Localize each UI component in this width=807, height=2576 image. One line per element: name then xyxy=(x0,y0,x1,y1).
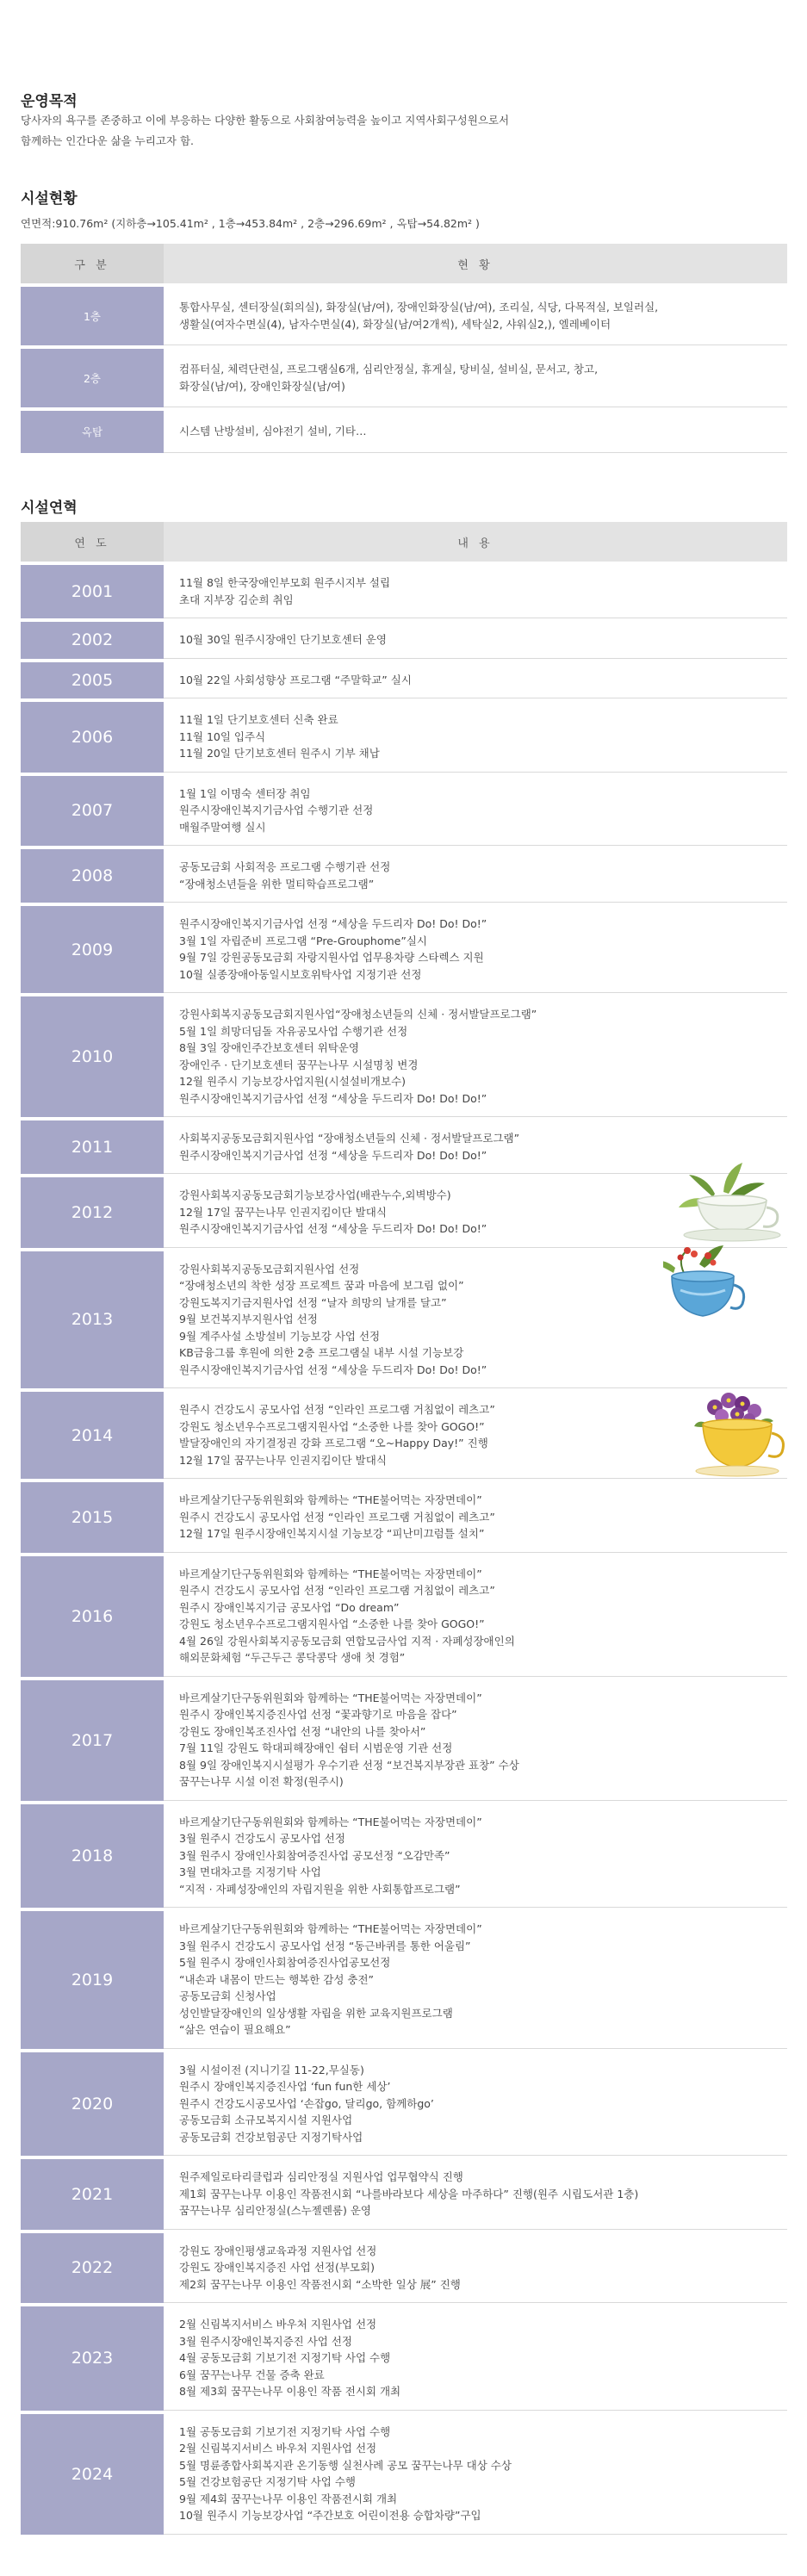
history-table-content-line: 12월 17일 꿈꾸는나무 인권지킴이단 발대식 xyxy=(179,1205,387,1219)
history-table-content-line: 9월 보건복지부지원사업 선정 xyxy=(179,1313,318,1325)
history-table-content-line: “내손과 내몸이 만드는 행복한 감성 충전” xyxy=(179,1972,375,1986)
history-table-label: 2019 xyxy=(21,1911,164,2049)
history-table-content-line: 9월 제4회 꿈꾸는나무 이용인 작품전시회 개최 xyxy=(179,2492,398,2505)
facility-table-header xyxy=(21,244,787,283)
history-table-content-line: “장애청소년의 착한 성장 프로젝트 꿈과 마음에 보그림 없이” xyxy=(179,1279,464,1292)
history-table-content-line: 바르게살기단구동위원회와 함께하는 “THE불어먹는 자장면데이” xyxy=(179,1567,482,1580)
history-table-row xyxy=(21,702,787,773)
facility-table-label: 1층 xyxy=(21,287,164,345)
history-table-content-line: 10월 실종장애아동일시보호위탁사업 지정기관 선정 xyxy=(179,967,422,981)
history-table-content-line: 공동모금회 신청사업 xyxy=(179,1989,276,2002)
history-table-content-line: 원주시 건강도시 공모사업 선정 “인라인 프로그램 거침없이 레츠고” xyxy=(179,1403,495,1416)
history-table-label: 2023 xyxy=(21,2306,164,2411)
history-table-content xyxy=(164,2233,787,2304)
history-table-content-line: 꿈꾸는나무 심리안정실(스누젤렌룸) 운영 xyxy=(179,2204,371,2217)
history-table-content-line: 1월 1일 이명숙 센터장 취임 xyxy=(179,786,311,800)
history-table-content-line: 원주시 장애인복지증진사업 선정 “꽃과향기로 마음을 잡다” xyxy=(179,1708,457,1721)
history-table-content-line: 3월 원주시 장애인사회참여증진사업 공모선정 “오감만족” xyxy=(179,1848,450,1862)
history-table-content-line: 강원사회복지공동모금회지원사업“장애청소년들의 신체 · 정서발달프로그램” xyxy=(179,1008,537,1021)
history-table-content-line: 3월 면대차고를 지정기탁 사업 xyxy=(179,1865,321,1878)
teapot-berries-icon xyxy=(663,1245,744,1316)
history-table-content-line: 꿈꾸는나무 시설 이전 확정(원주시) xyxy=(179,1775,344,1788)
history-table-content-line: 4월 26일 강원사회복지공동모금회 연합모금사업 지적 · 자폐성장애인의 xyxy=(179,1634,515,1648)
history-header-content: 내 용 xyxy=(164,522,787,562)
history-table-content xyxy=(164,2414,787,2535)
history-table-row xyxy=(21,2052,787,2157)
history-table-label: 2022 xyxy=(21,2233,164,2304)
history-table-content-line: 공동모금회 소규모복지시설 지원사업 xyxy=(179,2114,353,2126)
history-table-row xyxy=(21,849,787,903)
history-table-content-line: 원주시 건강도시 공모사업 선정 “인라인 프로그램 거침없이 레츠고” xyxy=(179,1584,495,1597)
history-table-content xyxy=(164,2052,787,2157)
facility-table-content-line: 화장실(남/여), 장애인화장실(남/여) xyxy=(179,379,345,393)
history-table-content-line: 3월 시설이전 (지니기길 11-22,무실동) xyxy=(179,2063,364,2076)
history-table-content-line: 바르게살기단구동위원회와 함께하는 “THE불어먹는 자장면데이” xyxy=(179,1922,482,1935)
history-table-label: 2009 xyxy=(21,906,164,993)
history-table-label: 2014 xyxy=(21,1392,164,1479)
history-table-content-line: 8월 3일 장애인주간보호센터 위탁운영 xyxy=(179,1041,359,1054)
history-table-content-line: “지적 · 자폐성장애인의 자립지원을 위한 사회통합프로그램” xyxy=(179,1882,461,1896)
history-table-label: 2005 xyxy=(21,662,164,699)
history-table-content-line: 장애인주 · 단기보호센터 꿈꾸는나무 시설명칭 변경 xyxy=(179,1058,419,1071)
history-header-year: 연 도 xyxy=(21,522,164,562)
history-table-content-line: 9월 계주사설 소방설비 기능보강 사업 선정 xyxy=(179,1329,381,1343)
history-table-content xyxy=(164,2159,787,2230)
history-table-row xyxy=(21,776,787,847)
facility-table-content-line: 통합사무실, 센터장실(회의실), 화장실(남/여), 장애인화장실(남/여), 조리실, 식당, 다목적실, 보일러실, xyxy=(179,301,659,313)
facility-table xyxy=(21,240,787,456)
history-table-content-line: 8월 9일 장애인복지시설평가 우수기관 선정 “보건복지부장관 표창” 수상 xyxy=(179,1758,519,1772)
facility-header-category: 구 분 xyxy=(21,244,164,283)
history-table-content-line: 원주시 건강도시공모사업 ‘손잡go, 달리go, 함께하go’ xyxy=(179,2096,434,2110)
history-table-content-line: 원주시 장애인복지기금 공모사업 “Do dream” xyxy=(179,1600,400,1614)
history-table-content-line: 5월 원주시 장애인사회참여증진사업공모선정 xyxy=(179,1956,391,1969)
history-table-content-line: 성인발달장애인의 일상생활 자립을 위한 교육지원프로그램 xyxy=(179,2006,453,2020)
history-table-content-line: 8월 제3회 꿈꾸는나무 이용인 작품 전시회 개최 xyxy=(179,2385,401,2398)
history-table-content-line: KB금융그룹 후원에 의한 2층 프로그램실 내부 시설 기능보강 xyxy=(179,1346,464,1359)
history-table-content-line: 4월 공동모금회 기보기전 지정기탁 사업 수행 xyxy=(179,2351,391,2364)
decoration-illustration xyxy=(663,1161,792,1531)
history-table-row xyxy=(21,565,787,618)
history-table-content xyxy=(164,849,787,903)
teacup-plant-icon xyxy=(679,1163,780,1241)
history-table-content xyxy=(164,622,787,659)
history-table-content-line: 매월주말여행 실시 xyxy=(179,820,266,834)
purpose-line-1: 당사자의 욕구를 존중하고 이에 부응하는 다양한 활동으로 사회참여능력을 높이고 지역사회구성원으로서 xyxy=(21,114,510,127)
history-table-content-line: 11월 10일 입주식 xyxy=(179,729,266,743)
history-table-content xyxy=(164,776,787,847)
history-table-row xyxy=(21,662,787,699)
history-table-label: 2013 xyxy=(21,1251,164,1389)
history-table-label: 2002 xyxy=(21,622,164,659)
history-table-row xyxy=(21,2159,787,2230)
history-table-content xyxy=(164,565,787,618)
facility-table-content xyxy=(164,287,787,345)
history-table-label: 2012 xyxy=(21,1177,164,1248)
history-table-content xyxy=(164,2306,787,2411)
history-table-content-line: 강원도 장애인복조진사업 선정 “내안의 나를 찾아서” xyxy=(179,1724,426,1738)
history-table-row xyxy=(21,1680,787,1801)
history-table-content-line: 3월 1일 자립준비 프로그램 “Pre-Grouphome”실시 xyxy=(179,934,427,947)
history-table-content-line: 1월 공동모금회 기보기전 지정기탁 사업 수행 xyxy=(179,2424,391,2438)
history-table-content-line: 5월 1일 희망더딤돌 자유공모사업 수행기관 선정 xyxy=(179,1024,408,1038)
history-table-content-line: 해외문화체험 “두근두근 콩닥콩닥 생애 첫 경험” xyxy=(179,1651,406,1664)
history-table-row xyxy=(21,2414,787,2535)
history-table-content-line: “삶은 연습이 필요해요” xyxy=(179,2023,291,2036)
facility-header-status: 현 황 xyxy=(164,244,787,283)
history-table-label: 2017 xyxy=(21,1680,164,1801)
facility-table-content xyxy=(164,349,787,407)
history-table-content-line: 원주제일로타리클럽과 심리안정실 지원사업 업무협약식 진행 xyxy=(179,2170,463,2183)
history-table-content-line: 6월 꿈꾸는나무 건물 증축 완료 xyxy=(179,2368,325,2381)
history-table-label: 2011 xyxy=(21,1120,164,1174)
history-table-content-line: 바르게살기단구동위원회와 함께하는 “THE불어먹는 자장면데이” xyxy=(179,1493,482,1506)
history-table-label: 2020 xyxy=(21,2052,164,2157)
facility-title: 시설현황 xyxy=(21,190,78,208)
history-table-header xyxy=(21,522,787,562)
history-table-content-line: 강원사회복지공동모금회기능보강사업(배관누수,외벽방수) xyxy=(179,1189,451,1201)
history-table-content-line: 바르게살기단구동위원회와 함께하는 “THE불어먹는 자장면데이” xyxy=(179,1815,482,1828)
facility-table-content xyxy=(164,411,787,453)
history-table-content-line: 3월 원주시 건강도시 공모사업 선정 “동근바퀴를 통한 어울림” xyxy=(179,1939,471,1952)
history-table-content-line: 강원도 청소년우수프로그램지원사업 “소중한 나를 찾아 GOGO!” xyxy=(179,1617,485,1630)
history-table-row xyxy=(21,1911,787,2049)
history-table-content-line: 7월 11일 강원도 학대피해장애인 쉼터 시범운영 기관 선정 xyxy=(179,1741,453,1754)
history-table-content-line: 5월 명륜종합사회복지관 온기동행 실천사례 공모 꿈꾸는나무 대상 수상 xyxy=(179,2458,512,2472)
history-table-content-line: 강원도 청소년우수프로그램지원사업 “소중한 나를 찾아 GOGO!” xyxy=(179,1419,485,1433)
history-table-content-line: 12월 원주시 기능보강사업지원(시설설비개보수) xyxy=(179,1075,407,1088)
history-table-content-line: 원주시 건강도시 공모사업 선정 “인라인 프로그램 거침없이 레츠고” xyxy=(179,1510,495,1524)
facility-table-label: 2층 xyxy=(21,349,164,407)
history-table-content-line: 원주시장애인복지기금사업 선정 “세상을 두드리자 Do! Do! Do!” xyxy=(179,1362,487,1376)
history-table-row xyxy=(21,1556,787,1677)
history-table-content xyxy=(164,662,787,699)
history-table-content-line: 공동모금회 사회적응 프로그램 수행기관 선정 xyxy=(179,860,391,873)
history-table-content-line: “장애청소년들을 위한 멀티학습프로그램” xyxy=(179,877,375,891)
history-table-content-line: 11월 20일 단기보호센터 원주시 기부 채납 xyxy=(179,747,380,760)
history-table-label: 2016 xyxy=(21,1556,164,1677)
history-table-label: 2001 xyxy=(21,565,164,618)
history-table-content-line: 9월 7일 강원공동모금회 자랑지원사업 업무용차량 스타렉스 지원 xyxy=(179,951,484,964)
history-table-content-line: 제2회 꿈꾸는나무 이용인 작품전시회 “소박한 일상 展” 진행 xyxy=(179,2277,461,2291)
history-table-row xyxy=(21,2306,787,2411)
history-table-content-line: 2월 신림복지서비스 바우처 지원사업 선정 xyxy=(179,2318,377,2331)
history-table-label: 2015 xyxy=(21,1482,164,1553)
history-table-content xyxy=(164,1680,787,1801)
history-table-content-line: 3월 원주시장애인복지증진 사업 선정 xyxy=(179,2334,352,2348)
history-table-content xyxy=(164,906,787,993)
facility-table-content-line: 컴퓨터실, 체력단련실, 프로그램실6개, 심리안정실, 휴게실, 탕비실, 설비실, 문서고, 창고, xyxy=(179,363,599,376)
facility-area: 연면적:910.76m² (지하층→105.41m² , 1층→453.84m² , 2층→296.69m² , 옥탑→54.82m² ) xyxy=(21,217,480,230)
facility-table-label: 옥탑 xyxy=(21,411,164,453)
history-table-label: 2007 xyxy=(21,776,164,847)
history-table-content xyxy=(164,1556,787,1677)
history-table-content xyxy=(164,702,787,773)
history-table-content-line: 12월 17일 원주시장애인복지시설 기능보강 “피난미끄럼틀 설치” xyxy=(179,1527,485,1540)
history-table-content-line: 11월 1일 단기보호센터 신축 완료 xyxy=(179,713,338,726)
history-table-content-line: 2월 신림복지서비스 바우처 지원사업 선정 xyxy=(179,2442,377,2455)
history-table-content-line: 원주시 장애인복지증진사업 ‘fun fun한 세상’ xyxy=(179,2080,391,2093)
history-table-label: 2018 xyxy=(21,1804,164,1909)
purpose-line-2: 함께하는 인간다운 삶을 누리고자 함. xyxy=(21,134,194,147)
history-table-content-line: 원주시장애인복지기금사업 수행기관 선정 xyxy=(179,804,374,816)
history-table-label: 2010 xyxy=(21,996,164,1117)
history-title: 시설연혁 xyxy=(21,500,78,517)
facility-table-content-line: 생활실(여자수면실(4), 남자수면실(4), 화장실(남/여2개씩), 세탁실2, 샤워실2,), 엘레베이터 xyxy=(179,317,611,331)
history-table-row xyxy=(21,622,787,659)
purpose-title: 운영목적 xyxy=(21,93,78,110)
history-table-content xyxy=(164,1911,787,2049)
history-table-content-line: 12월 17일 꿈꾸는나무 인권지킴이단 발대식 xyxy=(179,1453,387,1467)
history-table-label: 2021 xyxy=(21,2159,164,2230)
facility-table-row xyxy=(21,349,787,407)
history-table-label: 2024 xyxy=(21,2414,164,2535)
facility-table-content-line: 시스템 난방설비, 심야전기 설비, 기타… xyxy=(179,425,367,438)
history-table-content-line: 5월 건강보험공단 지정기탁 사업 수행 xyxy=(179,2475,356,2488)
history-table-content-line: 강원도 장애인복지증진 사업 선정(부모회) xyxy=(179,2261,375,2274)
history-table-row xyxy=(21,996,787,1117)
history-table-label: 2006 xyxy=(21,702,164,773)
history-table-content-line: 발달장애인의 자기결정권 강화 프로그램 “오~Happy Day!” 진행 xyxy=(179,1437,488,1449)
facility-table-row xyxy=(21,287,787,345)
history-table-content-line: 강원사회복지공동모금회지원사업 선정 xyxy=(179,1262,360,1276)
history-table-content-line: 원주시장애인복지기금사업 선정 “세상을 두드리자 Do! Do! Do!” xyxy=(179,1148,487,1162)
history-table-content xyxy=(164,996,787,1117)
history-table-content-line: 바르게살기단구동위원회와 함께하는 “THE불어먹는 자장면데이” xyxy=(179,1691,482,1704)
history-table-content-line: 원주시장애인복지기금사업 선정 “세상을 두드리자 Do! Do! Do!” xyxy=(179,1222,487,1235)
history-table-content-line: 강원도복지기금지원사업 선정 “날자 희망의 날개를 달고” xyxy=(179,1295,447,1309)
history-table-content xyxy=(164,1804,787,1909)
history-table-content-line: 원주시장애인복지기금사업 선정 “세상을 두드리자 Do! Do! Do!” xyxy=(179,1091,487,1105)
history-table-content-line: 공동모금회 건강보험공단 지정기탁사업 xyxy=(179,2130,363,2144)
history-table-content-line: 10월 22일 사회성향상 프로그램 “주말학교” 실시 xyxy=(179,673,412,686)
history-table-content-line: 3월 원주시 건강도시 공모사업 선정 xyxy=(179,1832,345,1845)
history-table-row xyxy=(21,1804,787,1909)
history-table-content-line: 10월 30일 원주시장애인 단기보호센터 운영 xyxy=(179,633,387,646)
history-table-content-line: 초대 지부장 김순희 취임 xyxy=(179,593,294,606)
history-table-content-line: 사회복지공동모금회지원사업 “장애청소년들의 신체 · 정서발달프로그램” xyxy=(179,1132,520,1145)
yellow-cup-flowers-icon xyxy=(694,1393,784,1476)
history-table-content-line: 11월 8일 한국장애인부모회 원주시지부 설립 xyxy=(179,576,391,589)
history-table-content-line: 원주시장애인복지기금사업 선정 “세상을 두드리자 Do! Do! Do!” xyxy=(179,917,487,930)
facility-table-row xyxy=(21,411,787,453)
history-table-row xyxy=(21,906,787,993)
history-table-row xyxy=(21,2233,787,2304)
history-table-content-line: 강원도 장애인평생교육과정 지원사업 선정 xyxy=(179,2244,377,2257)
history-table-content-line: 10월 원주시 기능보강사업 “주간보호 어린이전용 승합차량”구입 xyxy=(179,2509,481,2522)
history-table-content-line: 제1회 꿈꾸는나무 이용인 작품전시회 “나를바라보다 세상을 마주하다” 진행(원주 시립도서관 1층) xyxy=(179,2187,639,2200)
history-table-label: 2008 xyxy=(21,849,164,903)
